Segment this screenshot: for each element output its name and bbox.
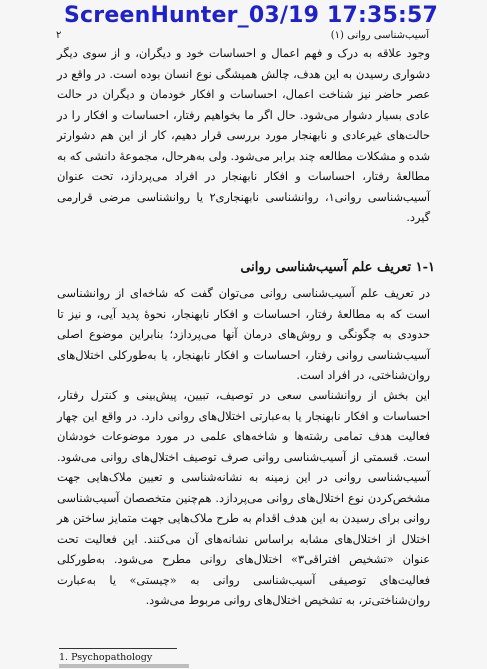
intro-paragraph: وجود علاقه به درک و فهم اعمال و احساسات خود و دیگران، و از سوی دیگر دشواری رسیدن به این هدف، چالش همیشگی نوع انسان بوده است. در واقع در عصر حاضر نیز شناخت اعمال، احساسات و افکار خودمان و دیگران در حالت عادی بسیار دشوار می‌شود. حال اگر ما بخواهیم رفتار، احساسات و افکار را در حالت‌های غیرعادی و نابهنجار مورد بررسی قرار دهیم، کار از این هم دشوارتر شده و مشکلات مطالعه چند برابر می‌شود. ولی به‌هرحال، مجموعهٔ دانشی که به مطالعهٔ رفتار، احساسات و افکار نابهنجار در افراد می‌پردازد، تحت عنوان آسیب‌شناسی روانی۱، روانشناسی نابهنجاری۲ یا روانشناسی مرضی قرارمی گیرد. — [57, 47, 430, 224]
section-heading: ۱-۱ تعریف علم آسیب‌شناسی روانی — [240, 260, 435, 275]
footnote-cropped-line — [59, 663, 209, 669]
screenhunter-watermark: ScreenHunter_03/19 17:35:57 — [64, 3, 439, 28]
running-title: آسیب‌شناسی روانی (۱) — [330, 30, 429, 41]
footnote: 1. Psychopathology — [59, 652, 153, 663]
footnote-rule — [59, 648, 177, 649]
scope-paragraph: این بخش از روانشناسی سعی در توصیف، تبیین، پیش‌بینی و کنترل رفتار، احساسات و افکار نابهنجار یا به‌عبارتی اختلال‌های روانی دارد. در واقع این چهار فعالیت هدف تمامی رشته‌ها و شاخه‌های علمی در مورد موضوعات خودشان است. قسمتی از آسیب‌شناسی روانی صرف توصیف اختلال‌های روانی می‌شود. آسیب‌شناسی روانی در این زمینه به نشانه‌شناسی و تعیین ملاک‌هایی جهت مشخص‌کردن نوع اختلال‌های روانی می‌پردازد. هم‌چنین متخصصان آسیب‌شناسی روانی برای رسیدن به این هدف اقدام به طرح ملاک‌هایی جهت متمایز ساختن هر اختلال از اختلال‌های مشابه براساس نشانه‌های آن می‌کنند. این فعالیت تحت عنوان «تشخیص افتراقی۳» اختلال‌های روانی مطرح می‌شود. به‌طورکلی فعالیت‌های توصیفی آسیب‌شناسی روانی به «چیستی» یا به‌عبارت روان‌شناختی‌تر، به تشخیص اختلال‌های روانی مربوط می‌شود. — [57, 389, 430, 607]
definition-paragraph: در تعریف علم آسیب‌شناسی روانی می‌توان گفت که شاخه‌ای از روانشناسی است که به مطالعهٔ رفتار، احساسات و افکار نابهنجار، نحوهٔ پدید آیی، و نیز تا حدودی به چگونگی و روش‌های درمان آنها می‌پردازد؛ بنابراین موضوع اصلی آسیب‌شناسی روانی رفتار، احساسات و افکار نابهنجار، یا به‌طورکلی اختلال‌های روان‌شناختی، در افراد است. — [57, 287, 430, 382]
page-number: ۲ — [56, 30, 62, 41]
